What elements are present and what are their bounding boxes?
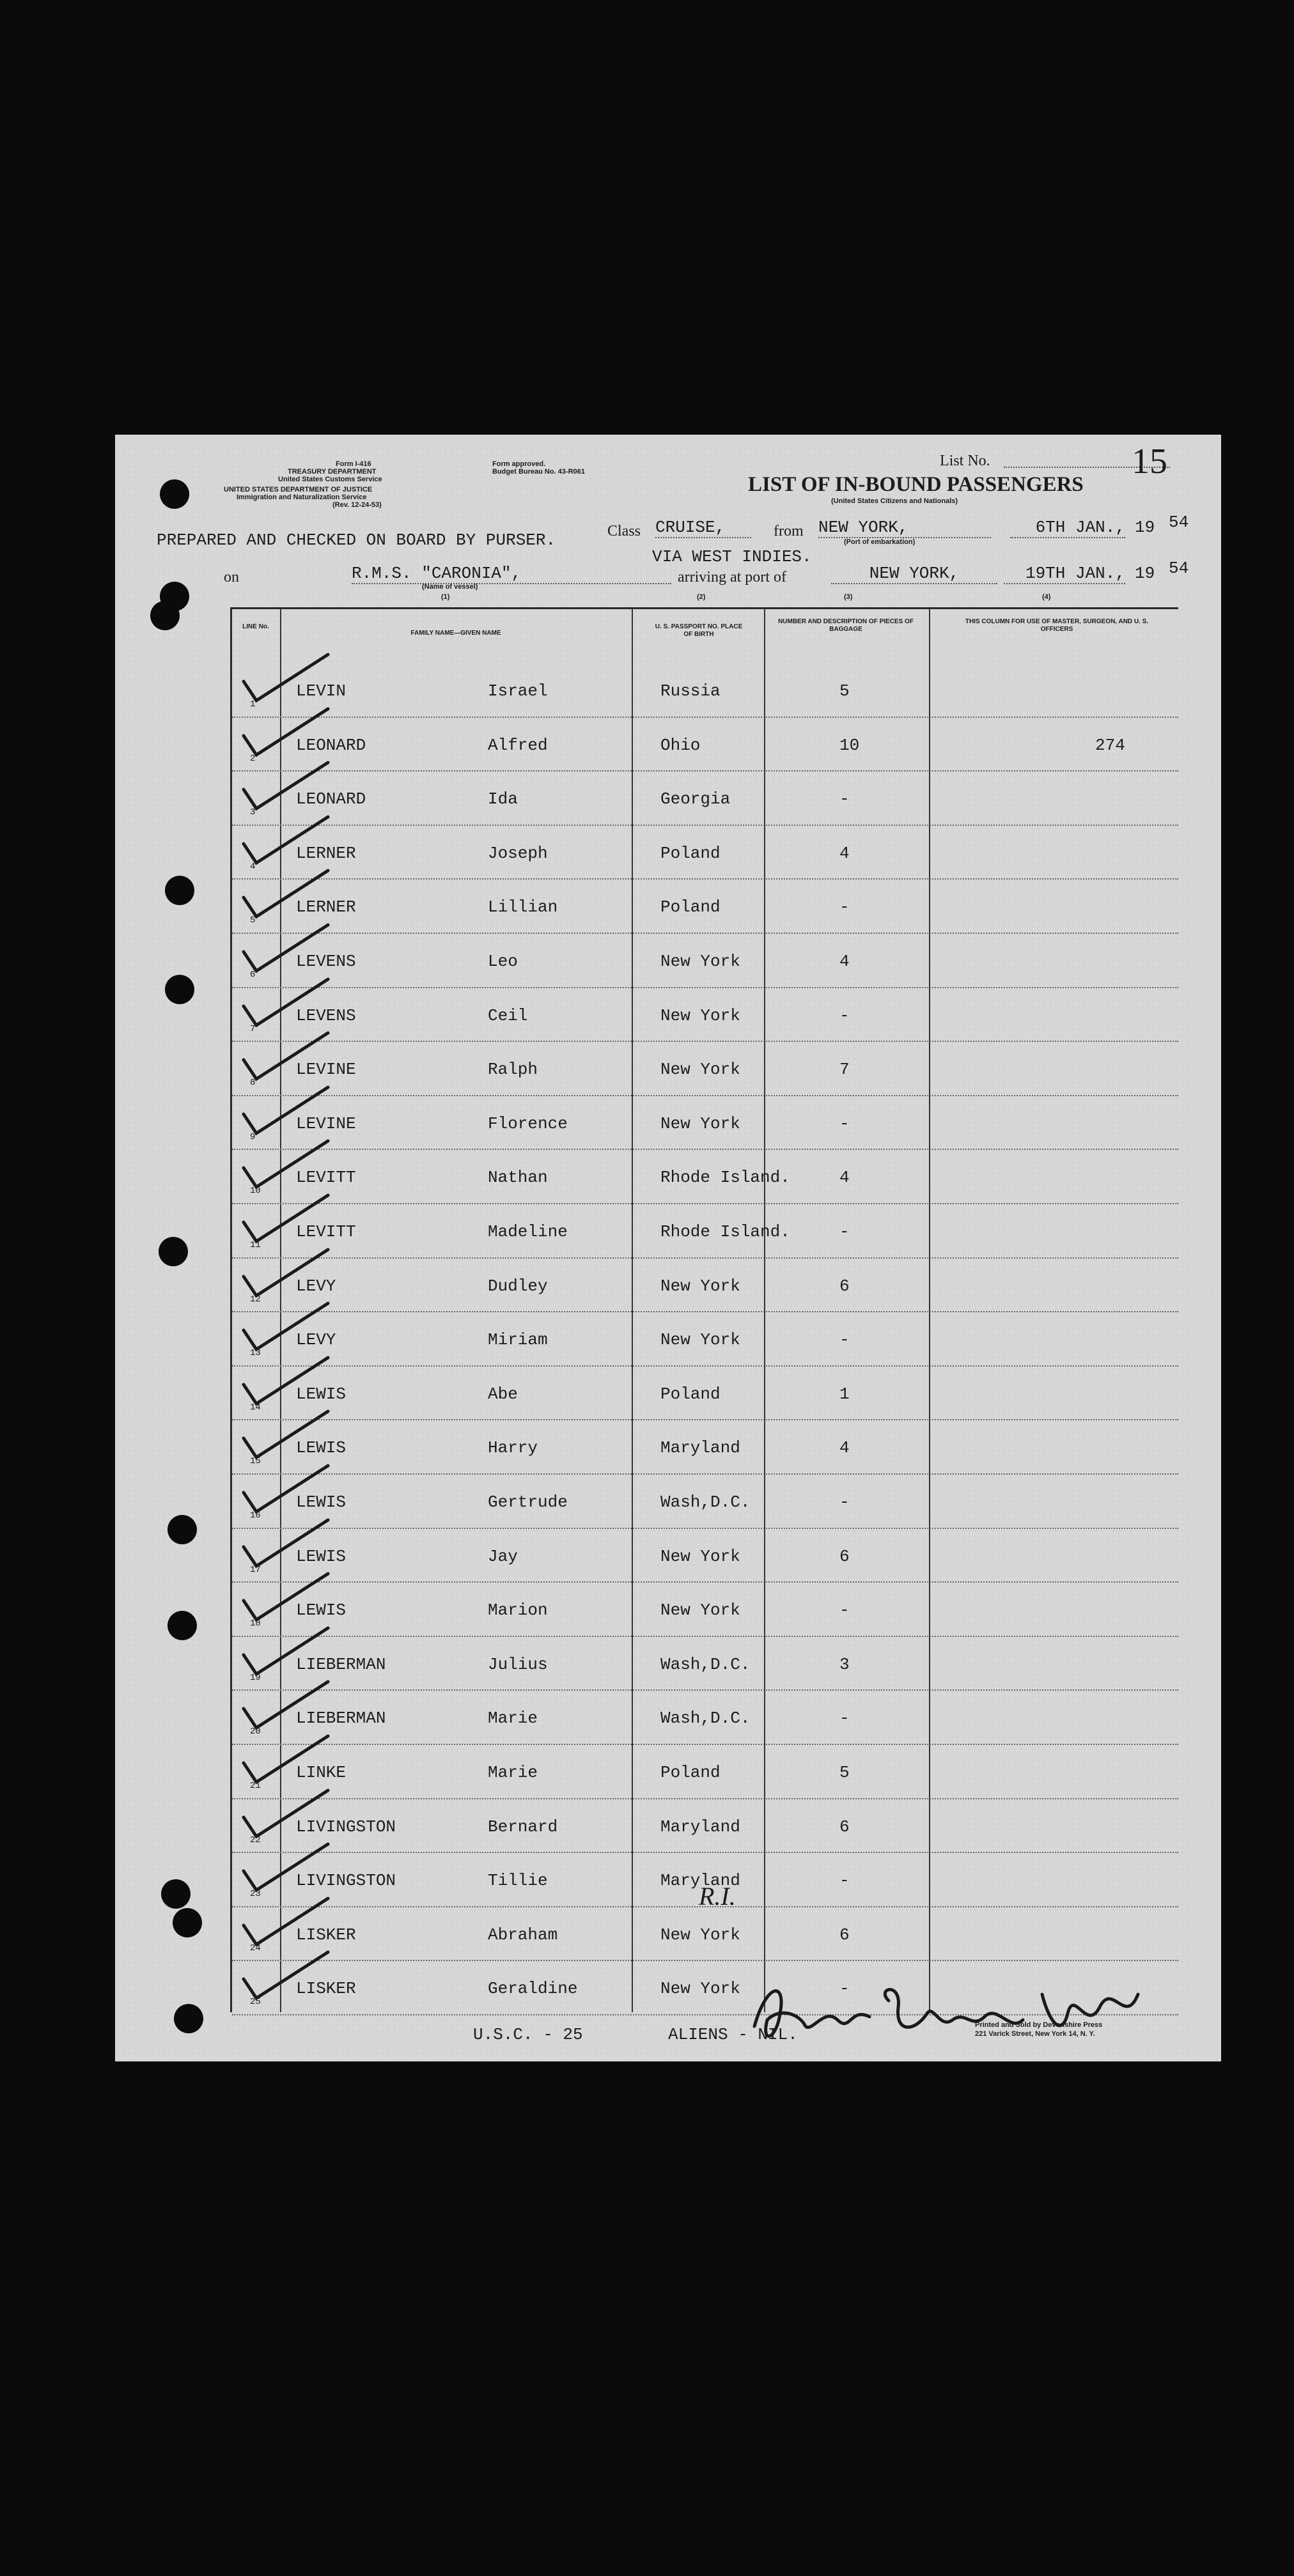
baggage-count: - [839, 1005, 850, 1025]
line-number: 12 [250, 1294, 261, 1305]
arrival-port: NEW YORK, [831, 564, 997, 584]
table-row [232, 1311, 1178, 1367]
family-name: LEVENS [296, 952, 356, 971]
table-row [232, 717, 1178, 772]
place-of-birth: New York [660, 1925, 740, 1944]
family-name: LEWIS [296, 1493, 347, 1512]
family-name: LEVITT [296, 1168, 356, 1188]
header-line-no: LINE No. [242, 623, 269, 630]
baggage-count: - [839, 1709, 850, 1728]
line-number: 10 [250, 1186, 261, 1197]
from-value: NEW YORK, [818, 518, 991, 538]
place-of-birth: New York [660, 1979, 740, 1999]
table-row [232, 1257, 1178, 1313]
printer-line-2: 221 Varick Street, New York 14, N. Y. [975, 2030, 1095, 2038]
family-name: LEONARD [296, 789, 366, 809]
given-name: Marion [488, 1601, 548, 1620]
table-row [232, 1095, 1178, 1151]
form-revision: (Rev. 12-24-53) [332, 501, 382, 509]
given-name: Tillie [488, 1871, 548, 1891]
family-name: LISKER [296, 1925, 356, 1944]
line-number: 24 [250, 1943, 261, 1953]
punch-hole [168, 1515, 197, 1544]
line-number: 5 [250, 915, 256, 926]
place-of-birth: New York [660, 1113, 740, 1133]
place-of-birth: Maryland [660, 1817, 740, 1836]
given-name: Joseph [488, 843, 548, 863]
line-number: 15 [250, 1456, 261, 1467]
punch-hole [168, 1611, 197, 1640]
family-name: LEWIS [296, 1546, 347, 1566]
family-name: LERNER [296, 897, 356, 917]
arrival-year-suffix: 54 [1169, 559, 1189, 578]
table-row [232, 1581, 1178, 1637]
place-of-birth: Maryland [660, 1871, 740, 1891]
header-baggage: NUMBER AND DESCRIPTION OF PIECES OF BAGGAGE [778, 618, 914, 633]
baggage-count: 10 [839, 735, 860, 755]
table-row [232, 1636, 1178, 1691]
baggage-count: - [839, 1493, 850, 1512]
family-name: LEVENS [296, 1005, 356, 1025]
table-row [232, 1041, 1178, 1096]
family-name: LINKE [296, 1763, 347, 1782]
punch-hole [161, 1879, 191, 1909]
punch-hole [160, 479, 189, 509]
header-name: FAMILY NAME—GIVEN NAME [410, 630, 501, 637]
line-number: 1 [250, 699, 256, 710]
family-name: LEVITT [296, 1222, 356, 1241]
header-officers: THIS COLUMN FOR USE OF MASTER, SURGEON, AND U. S. OFFICERS [965, 618, 1149, 633]
depart-year-suffix: 54 [1169, 513, 1189, 532]
col-index-4: (4) [1042, 593, 1051, 601]
family-name: LIEBERMAN [296, 1654, 386, 1674]
place-of-birth: New York [660, 952, 740, 971]
given-name: Marie [488, 1763, 538, 1782]
justice-dept: UNITED STATES DEPARTMENT OF JUSTICE [224, 486, 373, 493]
class-value: CRUISE, [655, 518, 751, 538]
family-name: LIEBERMAN [296, 1709, 386, 1728]
treasury-dept: TREASURY DEPARTMENT [288, 468, 377, 476]
family-name: LEVINE [296, 1113, 356, 1133]
baggage-count: - [839, 897, 850, 917]
place-of-birth: Poland [660, 1384, 721, 1404]
place-of-birth: Maryland [660, 1438, 740, 1458]
given-name: Julius [488, 1654, 548, 1674]
given-name: Lillian [488, 897, 558, 917]
family-name: LEVIN [296, 681, 347, 701]
given-name: Harry [488, 1438, 538, 1458]
punch-hole [159, 1237, 188, 1266]
table-row [232, 770, 1178, 826]
table-row [232, 1149, 1178, 1204]
aliens-count: ALIENS - NIL. [668, 2025, 798, 2044]
line-number: 20 [250, 1726, 261, 1737]
line-number: 7 [250, 1023, 256, 1034]
place-of-birth: Ohio [660, 735, 701, 755]
family-name: LEVINE [296, 1060, 356, 1080]
place-of-birth: New York [660, 1060, 740, 1080]
given-name: Nathan [488, 1168, 548, 1188]
family-name: LEWIS [296, 1601, 347, 1620]
given-name: Alfred [488, 735, 548, 755]
baggage-count: - [839, 1113, 850, 1133]
given-name: Abe [488, 1384, 518, 1404]
punch-hole [150, 601, 180, 630]
printer-line-1: Printed and Sold by Devonshire Press [975, 2021, 1103, 2029]
depart-date: 6TH JAN., [1010, 518, 1125, 538]
form-title: LIST OF IN-BOUND PASSENGERS [748, 473, 1084, 496]
line-number: 19 [250, 1672, 261, 1683]
line-number: 22 [250, 1835, 261, 1845]
table-row [232, 987, 1178, 1043]
table-row [232, 1419, 1178, 1475]
family-name: LEONARD [296, 735, 366, 755]
place-of-birth: New York [660, 1276, 740, 1296]
punch-hole [165, 876, 194, 905]
table-row [232, 1203, 1178, 1259]
list-no-label: List No. [940, 453, 990, 469]
col-index-3: (3) [844, 593, 853, 601]
family-name: LIVINGSTON [296, 1871, 396, 1891]
col-index-2: (2) [697, 593, 706, 601]
given-name: Jay [488, 1546, 518, 1566]
baggage-count: - [839, 1871, 850, 1891]
ins-service: Immigration and Naturalization Service [237, 493, 367, 501]
form-subtitle: (United States Citizens and Nationals) [831, 497, 958, 505]
baggage-count: 4 [839, 843, 850, 863]
line-number: 6 [250, 970, 256, 980]
place-of-birth: Wash,D.C. [660, 1654, 751, 1674]
line-number: 13 [250, 1348, 261, 1359]
line-number: 21 [250, 1781, 261, 1791]
given-name: Florence [488, 1113, 568, 1133]
line-number: 11 [250, 1240, 261, 1250]
place-of-birth: Wash,D.C. [660, 1493, 751, 1512]
place-of-birth: Russia [660, 681, 721, 701]
baggage-count: - [839, 1979, 850, 1999]
arrival-year-prefix: 19 [1135, 564, 1155, 583]
line-number: 14 [250, 1402, 261, 1413]
given-name: Ralph [488, 1060, 538, 1080]
baggage-count: 4 [839, 1168, 850, 1188]
given-name: Geraldine [488, 1979, 578, 1999]
baggage-count: 3 [839, 1654, 850, 1674]
line-number: 4 [250, 861, 256, 872]
line-number: 9 [250, 1131, 256, 1142]
table-row [232, 1689, 1178, 1745]
family-name: LEWIS [296, 1438, 347, 1458]
table-row [232, 825, 1178, 880]
given-name: Marie [488, 1709, 538, 1728]
family-name: LEWIS [296, 1384, 347, 1404]
place-of-birth: New York [660, 1601, 740, 1620]
punch-hole [173, 1908, 202, 1937]
table-row [232, 933, 1178, 988]
given-name: Miriam [488, 1330, 548, 1350]
vessel-caption: (Name of vessel) [422, 583, 478, 591]
family-name: LIVINGSTON [296, 1817, 396, 1836]
form-number: Form I-416 [336, 460, 371, 468]
line-number: 8 [250, 1078, 256, 1089]
table-row [232, 1798, 1178, 1854]
prepared-by-purser: PREPARED AND CHECKED ON BOARD BY PURSER. [157, 531, 556, 550]
place-of-birth: New York [660, 1005, 740, 1025]
passenger-table [230, 607, 1178, 2012]
list-no-value: 15 [1132, 442, 1167, 481]
table-row [232, 878, 1178, 934]
officer-note: 274 [1095, 735, 1125, 755]
from-label: from [774, 523, 804, 539]
place-of-birth: Wash,D.C. [660, 1709, 751, 1728]
vessel-name: R.M.S. "CARONIA", [352, 564, 671, 584]
place-of-birth: New York [660, 1546, 740, 1566]
baggage-count: - [839, 1222, 850, 1241]
line-number: 3 [250, 807, 256, 818]
arrival-date: 19TH JAN., [1004, 564, 1125, 584]
birthplace-correction: R.I. [699, 1882, 736, 1911]
given-name: Ida [488, 789, 518, 809]
given-name: Ceil [488, 1005, 528, 1025]
table-row [232, 662, 1178, 718]
baggage-count: 1 [839, 1384, 850, 1404]
table-row [232, 1528, 1178, 1583]
family-name: LISKER [296, 1979, 356, 1999]
baggage-count: - [839, 1330, 850, 1350]
table-row [232, 1906, 1178, 1962]
baggage-count: - [839, 789, 850, 809]
place-of-birth: New York [660, 1330, 740, 1350]
place-of-birth: Poland [660, 1763, 721, 1782]
via-route: VIA WEST INDIES. [652, 547, 812, 566]
place-of-birth: Poland [660, 843, 721, 863]
given-name: Abraham [488, 1925, 558, 1944]
baggage-count: 4 [839, 952, 850, 971]
line-number: 16 [250, 1510, 261, 1521]
given-name: Leo [488, 952, 518, 971]
on-label: on [224, 569, 239, 586]
punch-hole [174, 2004, 203, 2033]
manifest-sheet [115, 435, 1221, 2061]
given-name: Madeline [488, 1222, 568, 1241]
baggage-count: - [839, 1601, 850, 1620]
baggage-count: 6 [839, 1276, 850, 1296]
depart-year-prefix: 19 [1135, 518, 1155, 537]
form-approved: Form approved. [492, 460, 546, 468]
budget-bureau: Budget Bureau No. 43-R061 [492, 468, 585, 476]
family-name: LERNER [296, 843, 356, 863]
baggage-count: 7 [839, 1060, 850, 1080]
place-of-birth: Rhode Island. [660, 1168, 790, 1188]
given-name: Israel [488, 681, 548, 701]
port-embarkation-caption: (Port of embarkation) [844, 538, 916, 546]
baggage-count: 6 [839, 1925, 850, 1944]
family-name: LEVY [296, 1330, 336, 1350]
table-row [232, 1365, 1178, 1421]
given-name: Gertrude [488, 1493, 568, 1512]
line-number: 25 [250, 1997, 261, 2008]
line-number: 17 [250, 1564, 261, 1575]
place-of-birth: Rhode Island. [660, 1222, 790, 1241]
given-name: Dudley [488, 1276, 548, 1296]
col-index-1: (1) [441, 593, 450, 601]
line-number: 2 [250, 753, 256, 764]
line-number: 18 [250, 1618, 261, 1629]
arriving-label: arriving at port of [678, 569, 786, 586]
baggage-count: 4 [839, 1438, 850, 1458]
line-number: 23 [250, 1889, 261, 1900]
purser-signature [742, 1969, 1151, 2052]
class-label: Class [607, 523, 641, 539]
baggage-count: 5 [839, 1763, 850, 1782]
family-name: LEVY [296, 1276, 336, 1296]
usc-count: U.S.C. - 25 [473, 2025, 583, 2044]
baggage-count: 6 [839, 1546, 850, 1566]
given-name: Bernard [488, 1817, 558, 1836]
table-row [232, 1473, 1178, 1529]
customs-service: United States Customs Service [278, 476, 382, 483]
place-of-birth: Georgia [660, 789, 731, 809]
table-row [232, 1744, 1178, 1799]
place-of-birth: Poland [660, 897, 721, 917]
header-passport: U. S. PASSPORT NO. PLACE OF BIRTH [655, 623, 743, 638]
baggage-count: 6 [839, 1817, 850, 1836]
baggage-count: 5 [839, 681, 850, 701]
punch-hole [165, 975, 194, 1004]
